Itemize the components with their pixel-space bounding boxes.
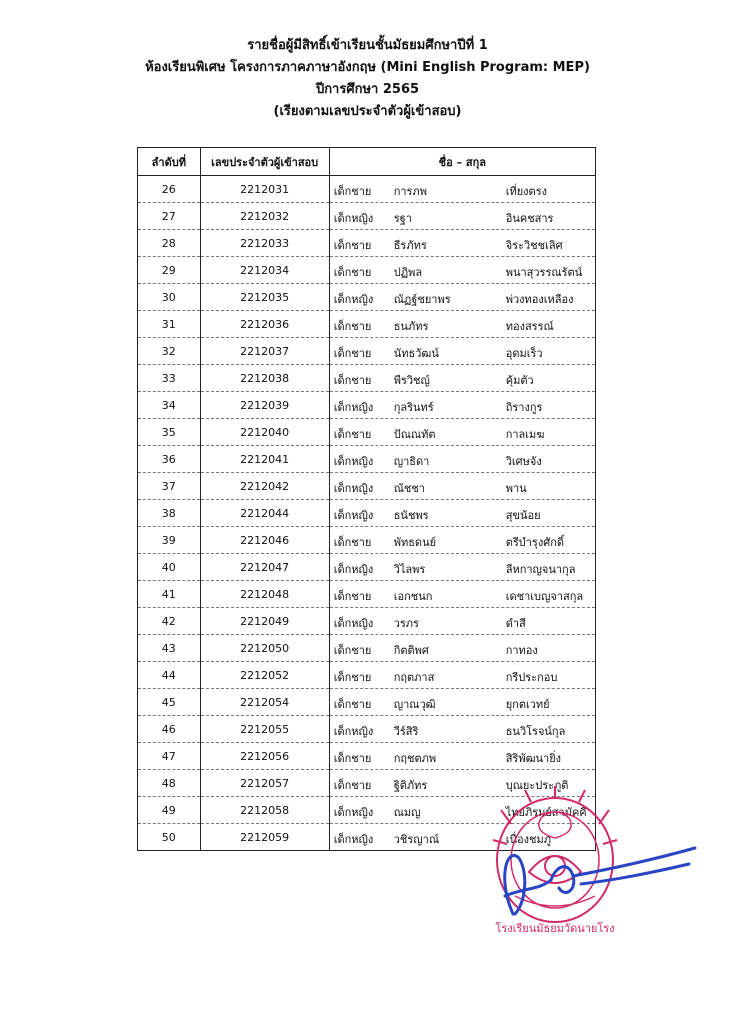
row-last-name: จิระวิชชเลิศ [505,239,563,252]
program-title: ห้องเรียนพิเศษ โครงการภาคภาษาอังกฤษ (Mini English Program: MEP) [145,60,590,75]
row-name-title: เด็กชาย [333,644,372,657]
table-row [138,662,596,689]
row-seq: 27 [138,203,201,230]
row-last-name: ยุกตเวทย์ [505,698,550,711]
row-name-title: เด็กชาย [333,698,372,711]
row-last-name: อินคชสาร [505,212,554,225]
row-last-name: ไทยภิรมย์สามัคคี [505,806,587,819]
row-seq: 50 [138,824,201,851]
row-exam-id: 2212059 [200,824,329,851]
row-full-name [329,419,595,446]
row-full-name [329,608,595,635]
row-name-title: เด็กชาย [333,266,372,279]
row-exam-id: 2212057 [200,770,329,797]
row-full-name [329,365,595,392]
row-seq: 48 [138,770,201,797]
row-last-name: คุ้มตัว [505,374,534,387]
row-last-name: เที่ยงตรง [505,185,547,198]
table-row [138,176,596,203]
signature-icon [485,818,700,918]
table-row [138,500,596,527]
row-first-name: การภพ [393,185,427,198]
row-name-title: เด็กหญิง [333,806,374,819]
row-first-name: ฐิติภัทร [393,779,428,792]
row-seq: 34 [138,392,201,419]
table-row [138,230,596,257]
table-row [138,419,596,446]
row-last-name: วิเศษจัง [505,455,542,468]
row-seq: 32 [138,338,201,365]
row-name-title: เด็กหญิง [333,833,374,846]
row-exam-id: 2212056 [200,743,329,770]
row-exam-id: 2212050 [200,635,329,662]
row-first-name: กฤชตภพ [393,752,437,765]
row-exam-id: 2212054 [200,689,329,716]
table-row [138,581,596,608]
row-seq: 37 [138,473,201,500]
row-seq: 42 [138,608,201,635]
row-full-name [329,716,595,743]
row-first-name: วิไลพร [393,563,426,576]
row-exam-id: 2212032 [200,203,329,230]
row-name-title: เด็กหญิง [333,725,374,738]
table-body [138,176,596,851]
row-first-name: วชิรญาณ์ [393,833,440,846]
row-full-name [329,311,595,338]
table-row [138,203,596,230]
row-seq: 38 [138,500,201,527]
row-last-name: ธนวิโรจน์กุล [505,725,566,738]
row-full-name [329,662,595,689]
row-first-name: ปฏิพล [393,266,423,279]
table-row [138,635,596,662]
row-exam-id: 2212052 [200,662,329,689]
column-header-exam-id: เลขประจำตัวผู้เข้าสอบ [200,148,329,176]
row-exam-id: 2212040 [200,419,329,446]
row-first-name: กุลรินทร์ [393,401,434,414]
row-first-name: ณัฏฐ์ชยาพร [393,293,451,306]
row-seq: 43 [138,635,201,662]
document-title: รายชื่อผู้มีสิทธิ์เข้าเรียนชั้นมัธยมศึกษาปีที่ 1 [247,38,488,53]
row-name-title: เด็กชาย [333,374,372,387]
row-name-title: เด็กชาย [333,590,372,603]
row-exam-id: 2212055 [200,716,329,743]
column-header-seq: ลำดับที่ [138,148,201,176]
row-full-name [329,230,595,257]
row-last-name: ดำสี [505,617,526,630]
row-last-name: เนื่องชมภู [505,833,551,846]
row-last-name: บุณยะประภูติ [505,779,569,792]
table-row [138,689,596,716]
row-first-name: ณมญ [393,806,421,819]
row-seq: 45 [138,689,201,716]
table-row [138,716,596,743]
row-seq: 36 [138,446,201,473]
row-seq: 49 [138,797,201,824]
row-exam-id: 2212058 [200,797,329,824]
row-full-name [329,527,595,554]
row-last-name: ทองสรรณ์ [505,320,554,333]
row-full-name [329,500,595,527]
row-name-title: เด็กชาย [333,347,372,360]
row-last-name: กาทอง [505,644,538,657]
row-seq: 28 [138,230,201,257]
sort-note: (เรียงตามเลขประจำตัวผู้เข้าสอบ) [273,104,462,119]
row-name-title: เด็กหญิง [333,455,374,468]
row-first-name: ญาธิดา [393,455,430,468]
row-name-title: เด็กชาย [333,320,372,333]
row-first-name: ธีรภัทร [393,239,427,252]
row-first-name: รฐา [393,212,412,225]
row-name-title: เด็กหญิง [333,563,374,576]
table-row [138,392,596,419]
table-row [138,554,596,581]
row-exam-id: 2212044 [200,500,329,527]
row-last-name: พ่วงทองเหลือง [505,293,574,306]
student-table [137,147,596,851]
row-full-name [329,284,595,311]
row-first-name: พีรวิชญ์ [393,374,430,387]
row-name-title: เด็กหญิง [333,509,374,522]
row-exam-id: 2212039 [200,392,329,419]
row-name-title: เด็กชาย [333,752,372,765]
table-row [138,446,596,473]
row-first-name: กฤตภาส [393,671,435,684]
table-row [138,743,596,770]
row-first-name: ธนภัทร [393,320,429,333]
row-exam-id: 2212036 [200,311,329,338]
row-exam-id: 2212041 [200,446,329,473]
column-header-name: ชื่อ – สกุล [329,148,595,176]
row-seq: 41 [138,581,201,608]
row-first-name: นัทธวัฒน์ [393,347,439,360]
row-exam-id: 2212049 [200,608,329,635]
row-name-title: เด็กหญิง [333,401,374,414]
row-exam-id: 2212042 [200,473,329,500]
row-exam-id: 2212037 [200,338,329,365]
row-seq: 26 [138,176,201,203]
row-full-name [329,446,595,473]
row-exam-id: 2212038 [200,365,329,392]
row-last-name: สุขน้อย [505,509,541,522]
row-seq: 40 [138,554,201,581]
table-row [138,365,596,392]
row-first-name: พัทธดนย์ [393,536,437,549]
row-seq: 47 [138,743,201,770]
row-full-name [329,392,595,419]
row-name-title: เด็กชาย [333,779,372,792]
row-name-title: เด็กหญิง [333,212,374,225]
row-name-title: เด็กชาย [333,536,372,549]
row-full-name [329,581,595,608]
row-last-name: กรีประกอบ [505,671,558,684]
row-first-name: กิตติพศ [393,644,429,657]
row-exam-id: 2212033 [200,230,329,257]
row-exam-id: 2212035 [200,284,329,311]
row-last-name: อุดมเร็ว [505,347,543,360]
row-seq: 29 [138,257,201,284]
row-name-title: เด็กชาย [333,239,372,252]
row-full-name [329,473,595,500]
row-full-name [329,743,595,770]
table-header-row [138,148,596,176]
row-first-name: ธนัชพร [393,509,429,522]
table-row [138,527,596,554]
row-last-name: ลีหกาญจนากุล [505,563,576,576]
table-row [138,257,596,284]
table-row [138,338,596,365]
row-first-name: ณัชชา [393,482,426,495]
row-seq: 39 [138,527,201,554]
row-name-title: เด็กชาย [333,428,372,441]
row-full-name [329,635,595,662]
row-name-title: เด็กชาย [333,671,372,684]
row-name-title: เด็กหญิง [333,617,374,630]
table-row [138,473,596,500]
row-first-name: วรภร [393,617,419,630]
row-seq: 35 [138,419,201,446]
row-full-name [329,338,595,365]
row-name-title: เด็กหญิง [333,482,374,495]
table-row [138,284,596,311]
row-seq: 33 [138,365,201,392]
seal-text: โรงเรียนมัธยมวัดนายโรง [495,922,615,935]
row-first-name: เอกชนก [393,590,433,603]
row-last-name: สิริพัฒนายิ่ง [505,752,562,765]
row-exam-id: 2212047 [200,554,329,581]
row-last-name: กาลเมฆ [505,428,545,441]
row-exam-id: 2212046 [200,527,329,554]
row-last-name: ตรีบำรุงศักดิ์ [505,536,564,549]
row-seq: 31 [138,311,201,338]
row-exam-id: 2212031 [200,176,329,203]
row-full-name [329,689,595,716]
row-first-name: วีร์สิริ [393,725,419,738]
row-name-title: เด็กชาย [333,185,372,198]
row-full-name [329,554,595,581]
row-full-name [329,176,595,203]
row-last-name: เดชาเบญจาสกุล [505,590,584,603]
table-row [138,311,596,338]
row-full-name [329,257,595,284]
row-last-name: พนาสุวรรณรัตน์ [505,266,583,279]
row-exam-id: 2212048 [200,581,329,608]
row-name-title: เด็กหญิง [333,293,374,306]
row-first-name: ญาณวุฒิ [393,698,436,711]
academic-year: ปีการศึกษา 2565 [315,82,420,97]
row-full-name [329,203,595,230]
row-seq: 44 [138,662,201,689]
row-last-name: พาน [505,482,527,495]
row-exam-id: 2212034 [200,257,329,284]
row-first-name: ปัณณทัต [393,428,436,441]
row-last-name: ถิรางกูร [505,401,543,414]
row-seq: 30 [138,284,201,311]
row-seq: 46 [138,716,201,743]
table-row [138,608,596,635]
